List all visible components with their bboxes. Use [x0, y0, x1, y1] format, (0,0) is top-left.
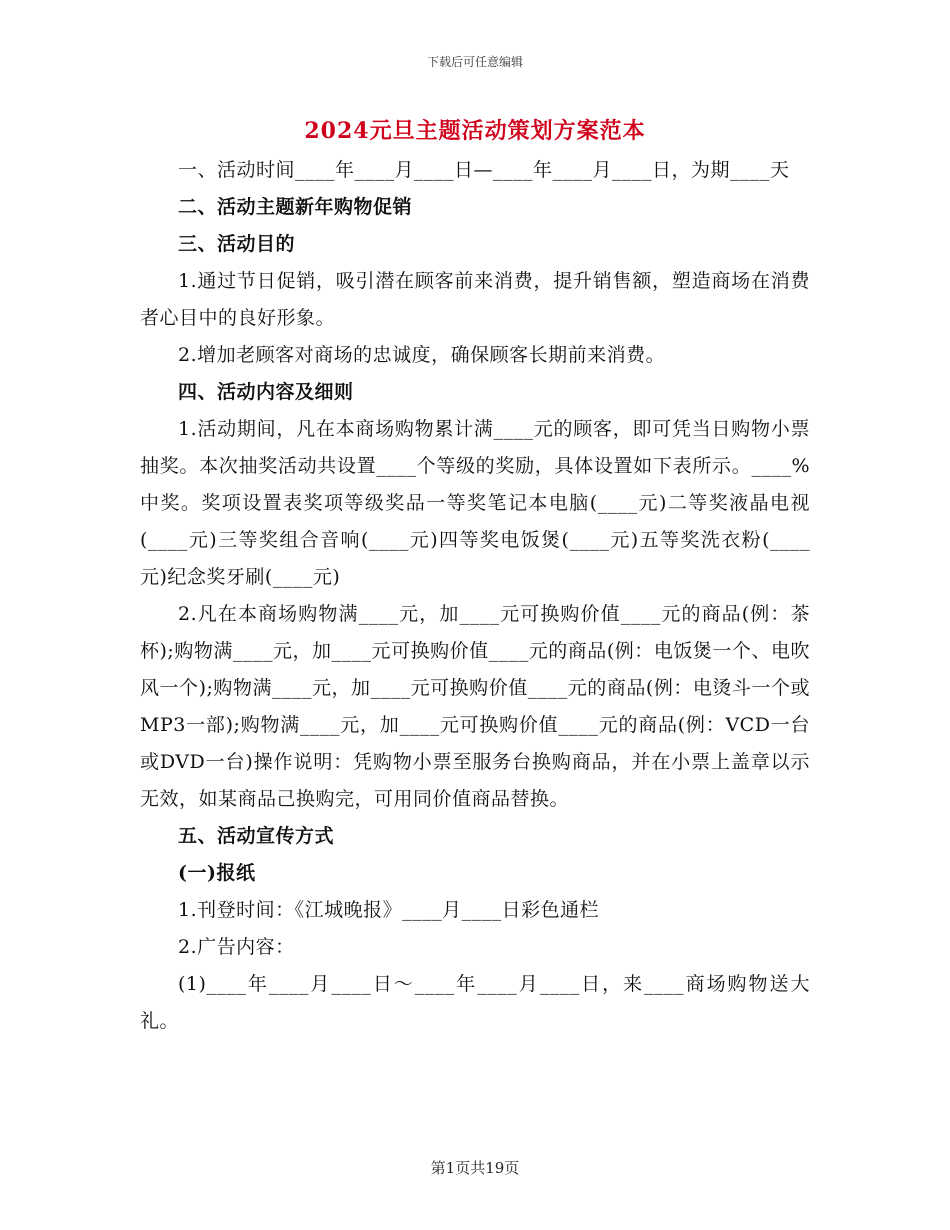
paragraph-ad-content: 2.广告内容：	[178, 936, 295, 958]
heading-activity-content: 四、活动内容及细则	[178, 381, 354, 403]
document-body	[140, 152, 810, 1040]
paragraph-purpose-2: 2.增加老顾客对商场的忠诚度，确保顾客长期前来消费。	[178, 344, 666, 366]
heading-promotion-method: 五、活动宣传方式	[178, 825, 335, 847]
heading-newspaper: (一)报纸	[178, 862, 256, 884]
heading-activity-theme: 二、活动主题新年购物促销	[178, 196, 413, 218]
paragraph-purpose-1: 1.通过节日促销，吸引潜在顾客前来消费，提升销售额，塑造商场在消费者心目中的良好形象。	[140, 270, 810, 329]
page-header-note: 下载后可任意编辑	[426, 55, 523, 69]
paragraph-content-1: 1.活动期间，凡在本商场购物累计满____元的顾客，即可凭当日购物小票抽奖。本次抽奖活动共设置____个等级的奖励，具体设置如下表所示。____%中奖。奖项设置表奖项等级奖品一等奖笔记本电脑(____元)二等奖液晶电视(____元)三等奖组合音响(____元)四等奖电饭煲(____元)五等奖洗衣粉(____元)纪念奖牙刷(____元)	[140, 418, 810, 588]
paragraph-activity-time: 一、活动时间____年____月____日—____年____月____日，为期____天	[178, 159, 790, 181]
document-title: 2024元旦主题活动策划方案范本	[304, 118, 646, 144]
heading-activity-purpose: 三、活动目的	[178, 233, 296, 255]
paragraph-ad-item-1: (1)____年____月____日～____年____月____日，来____商场购物送大礼。	[140, 973, 810, 1032]
page-number: 第1页共19页	[430, 1159, 520, 1177]
paragraph-content-2: 2.凡在本商场购物满____元，加____元可换购价值____元的商品(例：茶杯);购物满____元，加____元可换购价值____元的商品(例：电饭煲一个、电吹风一个);购物满____元，加____元可换购价值____元的商品(例：电烫斗一个或MP3一部);购物满____元，加____元可换购价值____元的商品(例：VCD一台或DVD一台)操作说明：凭购物小票至服务台换购商品，并在小票上盖章以示无效，如某商品己换购完，可用同价值商品替换。	[140, 603, 810, 810]
paragraph-publish-time: 1.刊登时间：《江城晚报》____月____日彩色通栏	[178, 899, 600, 921]
